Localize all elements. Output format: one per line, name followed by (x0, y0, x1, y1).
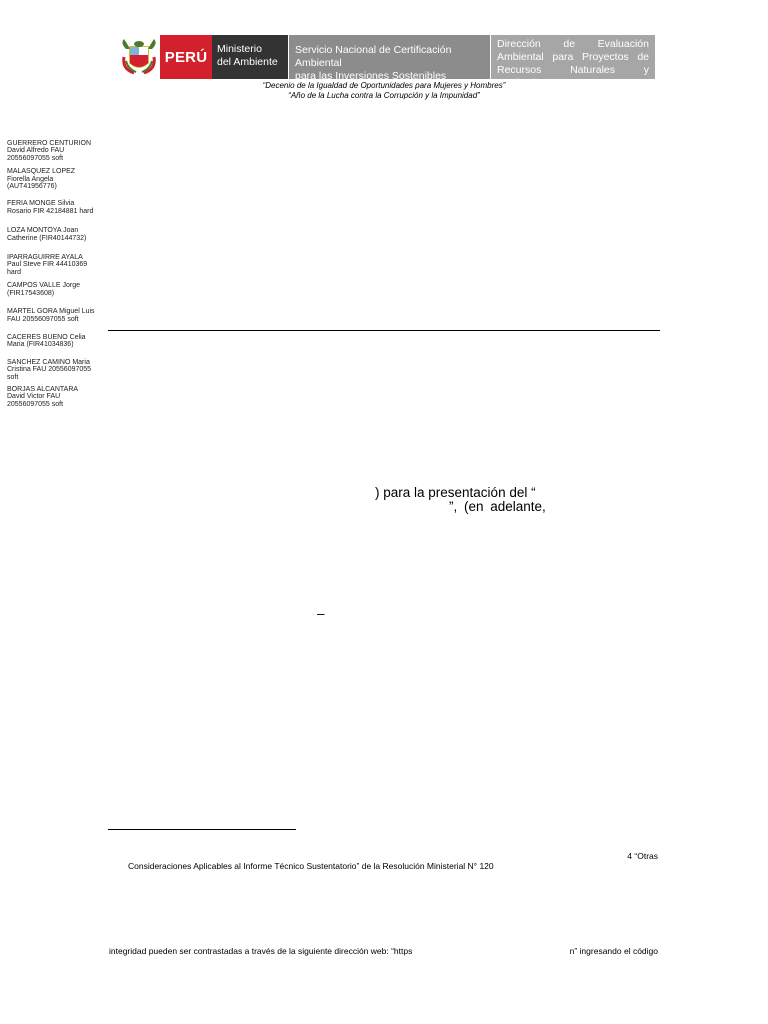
body-fragment-presentation: ) para la presentación del “ (375, 485, 536, 500)
signer-line: (FIR17543608) (7, 289, 55, 297)
signer-line: GUERRERO CENTURION (7, 140, 92, 147)
signer-line: MARTEL GORA Miguel Luis (7, 308, 95, 316)
peru-coat-of-arms-icon (118, 35, 160, 79)
signer-line: BORJAS ALCANTARA (7, 385, 79, 393)
signer-line: hard (7, 268, 22, 276)
peru-label: PERÚ (160, 35, 212, 79)
signer-entry (7, 334, 107, 349)
agency-line-1: Servicio Nacional de Certificación Ambiental (295, 44, 452, 69)
agency-line-2: para las Inversiones Sostenibles (295, 70, 447, 82)
footnote-divider (108, 829, 296, 830)
verification-note-left: integridad pueden ser contrastadas a través de la siguiente dirección web: “https (109, 946, 413, 956)
verification-note-right: n” ingresando el código (569, 946, 658, 956)
footnote-number: 4 “Otras (627, 851, 658, 861)
signer-line: Rosario FIR 42184881 hard (7, 207, 94, 215)
motto-decade: “Decenio de la Igualdad de Oportunidades para Mujeres y Hombres” (262, 81, 506, 90)
signer-entry (7, 282, 107, 297)
signer-entry (7, 227, 107, 242)
motto-year: “Año de la Lucha contra la Corrupción y la Impunidad” (288, 91, 480, 100)
signer-line: Fiorella Angela (7, 175, 54, 183)
signer-entry (7, 200, 107, 215)
signer-entry (7, 254, 107, 276)
signer-entry (7, 168, 107, 190)
body-fragment-dash: – (317, 606, 325, 621)
signer-line: 20556097055 soft (7, 400, 64, 408)
signer-line: David Alfredo FAU (7, 147, 65, 155)
signer-line: Maria (FIR41034836) (7, 341, 74, 349)
signer-line: FERIA MONGE Silvia (7, 200, 75, 208)
signer-line: 20556097055 soft (7, 154, 64, 162)
section-divider (108, 330, 660, 331)
digital-signers-list (7, 140, 107, 408)
ministry-line-2: del Ambiente (217, 56, 278, 68)
signer-entry (7, 140, 107, 162)
signer-entry (7, 359, 107, 381)
body-fragment-adelante: ”, (en adelante, (449, 499, 546, 514)
mottos (108, 81, 660, 101)
signer-line: MALASQUEZ LOPEZ (7, 168, 76, 176)
signer-entry (7, 308, 107, 323)
ministry-line-1: Ministerio (217, 43, 262, 55)
signer-line: Catherine (FIR40144732) (7, 234, 87, 242)
footnote-text: Consideraciones Aplicables al Informe Técnico Sustentatorio” de la Resolución Ministerial N° 120 (128, 861, 494, 871)
signer-line: IPARRAGUIRRE AYALA (7, 254, 83, 262)
ministry-label (212, 35, 288, 79)
signer-line: David Victor FAU (7, 393, 61, 401)
agency-label (288, 35, 490, 82)
signer-line: SANCHEZ CAMINO Maria (7, 358, 90, 366)
signer-line: FAU 20556097055 soft (7, 315, 79, 323)
signer-line: CAMPOS VALLE Jorge (7, 282, 81, 290)
signer-line: (AUT41956776) (7, 183, 57, 191)
direction-label: Dirección de Evaluación Ambiental para Proyectos de Recursos Naturales y Productivos (490, 35, 655, 79)
signer-line: LOZA MONTOYA Joan (7, 227, 79, 235)
signer-line: Cristina FAU 20556097055 (7, 366, 92, 374)
signer-entry (7, 386, 107, 408)
signer-line: Paul Steve FIR 44410369 (7, 261, 88, 269)
signer-line: CACERES BUENO Celia (7, 333, 86, 341)
signer-line: soft (7, 373, 19, 381)
